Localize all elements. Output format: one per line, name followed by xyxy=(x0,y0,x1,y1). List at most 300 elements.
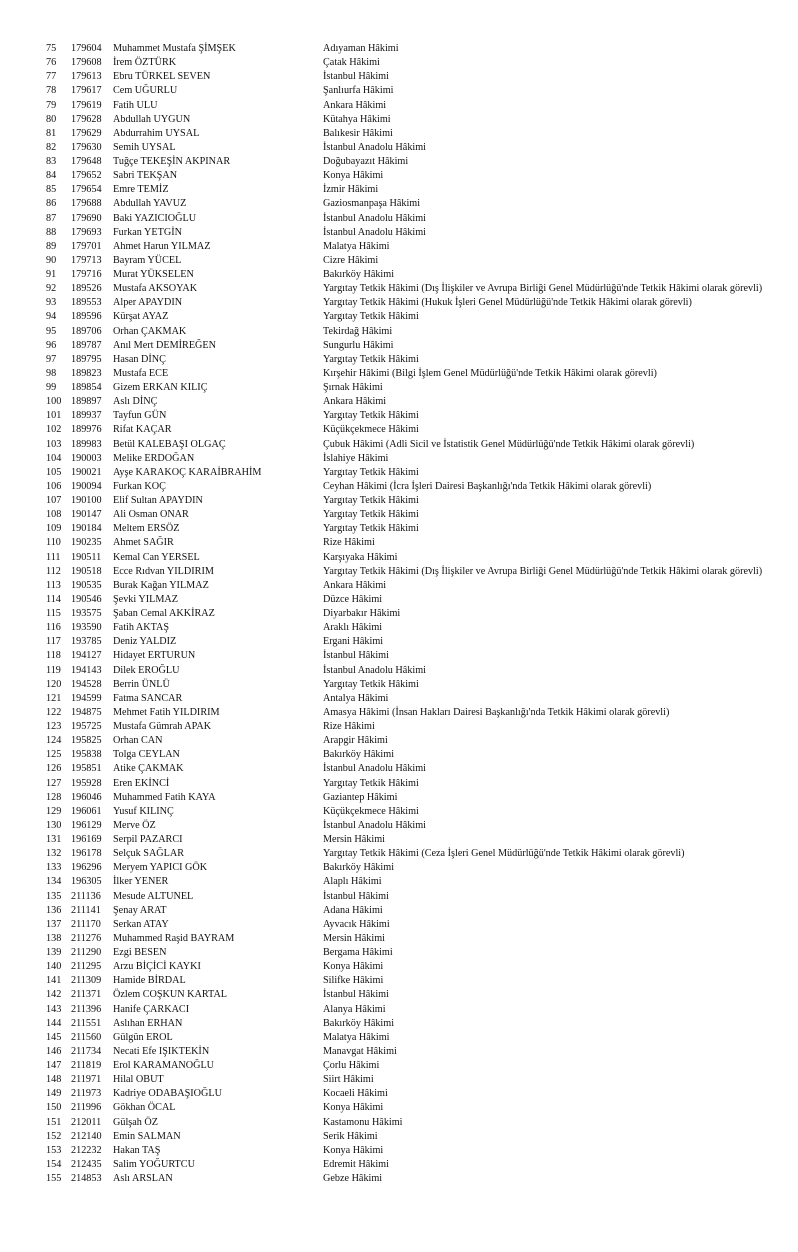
sicil-number: 211136 xyxy=(71,890,101,902)
judge-name: Elif Sultan APAYDIN xyxy=(113,495,203,506)
row-number: 141 xyxy=(46,975,62,987)
judge-position: Rize Hâkimi xyxy=(323,537,375,549)
row-number: 133 xyxy=(46,862,62,874)
judge-position: İzmir Hâkimi xyxy=(323,184,379,196)
row-number: 151 xyxy=(46,1116,62,1128)
judge-position: Yargıtay Tetkik Hâkimi xyxy=(323,410,419,422)
list-row xyxy=(0,1017,798,1031)
list-row xyxy=(0,649,798,663)
judge-name: Abdurrahim UYSAL xyxy=(113,127,200,139)
judge-name: Gülgün EROL xyxy=(113,1031,173,1043)
judge-name: İrem ÖZTÜRK xyxy=(113,57,177,69)
list-row xyxy=(0,664,798,678)
list-row xyxy=(0,847,798,861)
row-number: 115 xyxy=(46,608,61,619)
list-row xyxy=(0,791,798,805)
judge-position: Malatya Hâkimi xyxy=(323,240,390,252)
row-number: 146 xyxy=(46,1045,62,1057)
judge-name: Aslıhan ERHAN xyxy=(113,1017,183,1029)
list-row xyxy=(0,296,798,310)
judge-name: Abdullah UYGUN xyxy=(113,113,191,125)
sicil-number: 190184 xyxy=(71,523,102,535)
list-row xyxy=(0,635,798,649)
row-number: 113 xyxy=(46,579,61,591)
row-number: 107 xyxy=(46,495,62,506)
sicil-number: 189787 xyxy=(71,339,102,351)
row-number: 76 xyxy=(46,57,57,69)
row-number: 149 xyxy=(46,1088,62,1100)
list-row xyxy=(0,508,798,522)
sicil-number: 179619 xyxy=(71,99,102,111)
list-row xyxy=(0,678,798,692)
sicil-number: 195928 xyxy=(71,777,102,789)
judge-name: Selçuk SAĞLAR xyxy=(113,848,185,860)
judge-position: Yargıtay Tetkik Hâkimi xyxy=(323,777,419,789)
judge-position: Konya Hâkimi xyxy=(323,1144,384,1156)
sicil-number: 189983 xyxy=(71,438,102,450)
sicil-number: 195838 xyxy=(71,749,102,761)
sicil-number: 190518 xyxy=(71,565,102,577)
row-number: 80 xyxy=(46,113,57,125)
judge-position: Çubuk Hâkimi (Adli Sicil ve İstatistik Genel Müdürlüğü'nde Tetkik Hâkimi olarak görevli) xyxy=(323,438,695,450)
sicil-number: 211971 xyxy=(71,1074,102,1086)
list-row xyxy=(0,240,798,254)
judge-position: Serik Hâkimi xyxy=(323,1130,378,1142)
sicil-number: 212140 xyxy=(71,1130,102,1142)
list-row xyxy=(0,1172,798,1186)
judge-name: Ecce Rıdvan YILDIRIM xyxy=(113,565,214,577)
judge-name: Fatih ULU xyxy=(113,99,158,111)
judge-position: Ayvacık Hâkimi xyxy=(323,918,390,930)
list-row xyxy=(0,805,798,819)
judge-position: Adana Hâkimi xyxy=(323,904,383,916)
list-row xyxy=(0,960,798,974)
row-number: 138 xyxy=(46,932,62,944)
judge-name: Ali Osman ONAR xyxy=(113,509,189,521)
sicil-number: 179693 xyxy=(71,226,102,238)
sicil-number: 211560 xyxy=(71,1031,102,1043)
judge-name: Abdullah YAVUZ xyxy=(113,198,187,210)
judge-position: Bakırköy Hâkimi xyxy=(323,269,395,280)
sicil-number: 211141 xyxy=(71,904,101,916)
row-number: 109 xyxy=(46,523,62,535)
judge-position: Cizre Hâkimi xyxy=(323,254,379,266)
sicil-number: 189976 xyxy=(71,424,102,436)
sicil-number: 179713 xyxy=(71,254,102,266)
row-number: 131 xyxy=(46,834,62,845)
sicil-number: 179652 xyxy=(71,170,102,182)
judge-position: Konya Hâkimi xyxy=(323,1102,384,1114)
judge-position: Yargıtay Tetkik Hâkimi xyxy=(323,495,419,506)
judge-name: Orhan CAN xyxy=(113,735,163,747)
row-number: 97 xyxy=(46,353,57,365)
sicil-number: 211396 xyxy=(71,1003,102,1015)
judge-name: Hanife ÇARKACI xyxy=(113,1003,190,1015)
judge-name: Bayram YÜCEL xyxy=(113,254,182,266)
judge-position: İstanbul Anadolu Hâkimi xyxy=(323,141,426,153)
list-row xyxy=(0,494,798,508)
list-row xyxy=(0,56,798,70)
row-number: 123 xyxy=(46,721,62,732)
list-row xyxy=(0,353,798,367)
row-number: 155 xyxy=(46,1173,62,1184)
row-number: 129 xyxy=(46,805,62,817)
row-number: 110 xyxy=(46,537,61,549)
judge-position: Bakırköy Hâkimi xyxy=(323,749,395,761)
judge-position: İstanbul Anadolu Hâkimi xyxy=(323,763,426,775)
list-row xyxy=(0,1158,798,1172)
judge-name: Kadriye ODABAŞIOĞLU xyxy=(113,1088,222,1100)
judge-position: İstanbul Hâkimi xyxy=(323,71,389,83)
judge-name: Necati Efe IŞIKTEKİN xyxy=(113,1045,210,1057)
judge-name: Baki YAZICIOĞLU xyxy=(113,212,197,224)
row-number: 150 xyxy=(46,1102,62,1114)
judge-name: Hamide BİRDAL xyxy=(113,975,186,987)
row-number: 132 xyxy=(46,848,62,860)
judge-name: Tolga CEYLAN xyxy=(113,749,180,761)
judge-name: Merve ÖZ xyxy=(113,819,156,831)
list-row xyxy=(0,692,798,706)
list-row xyxy=(0,551,798,565)
judge-position: Gaziantep Hâkimi xyxy=(323,791,398,803)
judge-name: Melike ERDOĞAN xyxy=(113,452,195,464)
judge-name: Rifat KAÇAR xyxy=(113,424,172,436)
sicil-number: 194599 xyxy=(71,692,102,704)
judge-name: Sabri TEKŞAN xyxy=(113,170,178,182)
list-row xyxy=(0,339,798,353)
list-row xyxy=(0,720,798,734)
judge-name: Ahmet Harun YILMAZ xyxy=(113,240,211,252)
list-row xyxy=(0,409,798,423)
sicil-number: 179613 xyxy=(71,71,102,83)
sicil-number: 211973 xyxy=(71,1088,102,1100)
row-number: 81 xyxy=(46,127,57,139)
sicil-number: 194127 xyxy=(71,650,102,662)
list-row xyxy=(0,452,798,466)
judge-position: Küçükçekmece Hâkimi xyxy=(323,424,419,436)
sicil-number: 212232 xyxy=(71,1144,102,1156)
judge-position: Kastamonu Hâkimi xyxy=(323,1116,403,1128)
judge-name: Muhammed Fatih KAYA xyxy=(113,791,216,803)
judge-name: Kürşat AYAZ xyxy=(113,311,169,323)
sicil-number: 193785 xyxy=(71,636,102,648)
judge-position: Kırşehir Hâkimi (Bilgi İşlem Genel Müdürlüğü'nde Tetkik Hâkimi olarak görevli) xyxy=(323,367,657,379)
sicil-number: 189596 xyxy=(71,311,102,323)
judge-name: Muhammet Mustafa ŞİMŞEK xyxy=(113,43,236,54)
row-number: 96 xyxy=(46,339,57,351)
judge-position: Bakırköy Hâkimi xyxy=(323,862,395,874)
judge-name: Deniz YALDIZ xyxy=(113,636,177,648)
judge-name: Gökhan ÖCAL xyxy=(113,1102,176,1114)
sicil-number: 179716 xyxy=(71,269,102,280)
list-row xyxy=(0,310,798,324)
judge-position: Gaziosmanpaşa Hâkimi xyxy=(323,198,421,210)
row-number: 125 xyxy=(46,749,62,761)
judge-list xyxy=(0,42,798,1186)
judge-name: Kemal Can YERSEL xyxy=(113,551,200,563)
row-number: 128 xyxy=(46,791,62,803)
list-row xyxy=(0,706,798,720)
sicil-number: 194528 xyxy=(71,678,102,690)
list-row xyxy=(0,1059,798,1073)
judge-position: Çorlu Hâkimi xyxy=(323,1060,380,1071)
list-row xyxy=(0,70,798,84)
judge-position: Edremit Hâkimi xyxy=(323,1158,389,1170)
row-number: 82 xyxy=(46,141,57,153)
judge-position: İstanbul Hâkimi xyxy=(323,989,389,1001)
judge-name: Orhan ÇAKMAK xyxy=(113,325,187,337)
row-number: 89 xyxy=(46,240,57,252)
judge-position: Amasya Hâkimi (İnsan Hakları Dairesi Başkanlığı'nda Tetkik Hâkimi olarak görevli) xyxy=(323,706,670,718)
sicil-number: 189795 xyxy=(71,353,102,365)
judge-name: Ezgi BESEN xyxy=(113,947,167,958)
sicil-number: 211371 xyxy=(71,989,102,1001)
judge-name: Mustafa ECE xyxy=(113,367,169,379)
sicil-number: 190535 xyxy=(71,579,102,591)
row-number: 111 xyxy=(46,551,61,563)
row-number: 145 xyxy=(46,1031,62,1043)
list-row xyxy=(0,536,798,550)
list-row xyxy=(0,113,798,127)
row-number: 78 xyxy=(46,85,57,97)
judge-position: İslahiye Hâkimi xyxy=(323,452,389,464)
list-row xyxy=(0,904,798,918)
judge-name: Murat YÜKSELEN xyxy=(113,269,194,280)
judge-position: Yargıtay Tetkik Hâkimi xyxy=(323,311,419,323)
judge-position: Sungurlu Hâkimi xyxy=(323,339,394,351)
sicil-number: 196129 xyxy=(71,819,102,831)
judge-position: Manavgat Hâkimi xyxy=(323,1045,397,1057)
sicil-number: 179617 xyxy=(71,85,102,97)
list-row xyxy=(0,367,798,381)
sicil-number: 179630 xyxy=(71,141,102,153)
sicil-number: 189937 xyxy=(71,410,102,422)
row-number: 84 xyxy=(46,170,57,182)
judge-position: Balıkesir Hâkimi xyxy=(323,127,393,139)
judge-name: Gizem ERKAN KILIÇ xyxy=(113,382,208,393)
row-number: 130 xyxy=(46,819,62,831)
sicil-number: 189553 xyxy=(71,297,102,309)
list-row xyxy=(0,565,798,579)
row-number: 93 xyxy=(46,297,57,309)
judge-name: Eren EKİNCİ xyxy=(113,777,170,789)
row-number: 152 xyxy=(46,1130,62,1142)
row-number: 147 xyxy=(46,1060,62,1071)
judge-name: Hilal OBUT xyxy=(113,1074,164,1086)
sicil-number: 212435 xyxy=(71,1158,102,1170)
judge-name: Meryem YAPICI GÖK xyxy=(113,862,208,874)
judge-position: Şırnak Hâkimi xyxy=(323,382,383,393)
sicil-number: 189854 xyxy=(71,382,102,393)
sicil-number: 189823 xyxy=(71,367,102,379)
row-number: 143 xyxy=(46,1003,62,1015)
list-row xyxy=(0,1144,798,1158)
list-row xyxy=(0,169,798,183)
row-number: 91 xyxy=(46,269,57,280)
judge-position: Doğubayazıt Hâkimi xyxy=(323,156,409,167)
judge-position: Düzce Hâkimi xyxy=(323,593,383,605)
judge-position: Konya Hâkimi xyxy=(323,961,384,973)
sicil-number: 189526 xyxy=(71,283,102,295)
row-number: 144 xyxy=(46,1017,62,1029)
sicil-number: 190100 xyxy=(71,495,102,506)
judge-position: İstanbul Hâkimi xyxy=(323,650,389,662)
row-number: 79 xyxy=(46,99,57,111)
judge-name: İlker YENER xyxy=(113,876,169,888)
list-row xyxy=(0,875,798,889)
judge-name: Emin SALMAN xyxy=(113,1130,181,1142)
list-row xyxy=(0,833,798,847)
sicil-number: 190546 xyxy=(71,593,102,605)
judge-position: İstanbul Anadolu Hâkimi xyxy=(323,664,426,676)
list-row xyxy=(0,423,798,437)
sicil-number: 211309 xyxy=(71,975,102,987)
row-number: 104 xyxy=(46,452,62,464)
sicil-number: 179690 xyxy=(71,212,102,224)
judge-position: Yargıtay Tetkik Hâkimi xyxy=(323,466,419,478)
row-number: 112 xyxy=(46,565,61,577)
judge-position: Yargıtay Tetkik Hâkimi (Ceza İşleri Genel Müdürlüğü'nde Tetkik Hâkimi olarak görevli) xyxy=(323,848,685,860)
list-row xyxy=(0,1073,798,1087)
judge-position: Yargıtay Tetkik Hâkimi (Hukuk İşleri Genel Müdürlüğü'nde Tetkik Hâkimi olarak görevli) xyxy=(323,297,692,309)
list-row xyxy=(0,1101,798,1115)
list-row xyxy=(0,466,798,480)
list-row xyxy=(0,946,798,960)
list-row xyxy=(0,84,798,98)
row-number: 136 xyxy=(46,904,62,916)
judge-position: Karşıyaka Hâkimi xyxy=(323,551,398,563)
sicil-number: 196061 xyxy=(71,805,102,817)
row-number: 134 xyxy=(46,876,62,888)
judge-position: Bakırköy Hâkimi xyxy=(323,1017,395,1029)
list-row xyxy=(0,861,798,875)
judge-name: Mesude ALTUNEL xyxy=(113,890,194,902)
sicil-number: 211819 xyxy=(71,1060,102,1071)
judge-position: Bergama Hâkimi xyxy=(323,947,393,958)
judge-position: İstanbul Anadolu Hâkimi xyxy=(323,212,426,224)
sicil-number: 179688 xyxy=(71,198,102,210)
list-row xyxy=(0,381,798,395)
sicil-number: 179701 xyxy=(71,240,102,252)
row-number: 101 xyxy=(46,410,62,422)
row-number: 118 xyxy=(46,650,61,662)
sicil-number: 196305 xyxy=(71,876,102,888)
row-number: 102 xyxy=(46,424,62,436)
row-number: 140 xyxy=(46,961,62,973)
sicil-number: 190511 xyxy=(71,551,102,563)
row-number: 105 xyxy=(46,466,62,478)
sicil-number: 195725 xyxy=(71,721,102,732)
judge-position: Mersin Hâkimi xyxy=(323,932,385,944)
list-row xyxy=(0,183,798,197)
row-number: 92 xyxy=(46,283,57,295)
row-number: 135 xyxy=(46,890,62,902)
sicil-number: 193575 xyxy=(71,608,102,619)
list-row xyxy=(0,197,798,211)
judge-name: Alper APAYDIN xyxy=(113,297,183,309)
sicil-number: 189706 xyxy=(71,325,102,337)
list-row xyxy=(0,777,798,791)
row-number: 85 xyxy=(46,184,57,196)
row-number: 142 xyxy=(46,989,62,1001)
sicil-number: 190021 xyxy=(71,466,102,478)
judge-name: Hidayet ERTURUN xyxy=(113,650,196,662)
list-row xyxy=(0,522,798,536)
row-number: 154 xyxy=(46,1158,62,1170)
list-row xyxy=(0,127,798,141)
row-number: 148 xyxy=(46,1074,62,1086)
judge-position: Çatak Hâkimi xyxy=(323,57,380,69)
sicil-number: 211170 xyxy=(71,918,101,930)
judge-position: Yargıtay Tetkik Hâkimi (Dış İlişkiler ve Avrupa Birliği Genel Müdürlüğü'nde Tetkik Hâkimi olarak görevli) xyxy=(323,565,763,577)
judge-name: Anıl Mert DEMİREĞEN xyxy=(113,339,216,351)
judge-name: Furkan YETGİN xyxy=(113,226,182,238)
list-row xyxy=(0,99,798,113)
judge-name: Emre TEMİZ xyxy=(113,184,169,196)
judge-name: Mustafa Gümrah APAK xyxy=(113,721,212,732)
sicil-number: 195825 xyxy=(71,735,102,747)
sicil-number: 211295 xyxy=(71,961,102,973)
row-number: 137 xyxy=(46,918,62,930)
row-number: 127 xyxy=(46,777,62,789)
sicil-number: 179629 xyxy=(71,127,102,139)
sicil-number: 196296 xyxy=(71,862,102,874)
judge-position: Antalya Hâkimi xyxy=(323,692,389,704)
sicil-number: 190003 xyxy=(71,452,102,464)
sicil-number: 179628 xyxy=(71,113,102,125)
judge-position: Kocaeli Hâkimi xyxy=(323,1088,388,1100)
judge-position: Gebze Hâkimi xyxy=(323,1173,383,1184)
judge-position: Ankara Hâkimi xyxy=(323,579,387,591)
row-number: 99 xyxy=(46,382,57,393)
judge-position: Arapgir Hâkimi xyxy=(323,735,388,747)
list-row xyxy=(0,1031,798,1045)
sicil-number: 194143 xyxy=(71,664,102,676)
row-number: 114 xyxy=(46,593,61,605)
row-number: 94 xyxy=(46,311,57,323)
judge-position: Tekirdağ Hâkimi xyxy=(323,325,393,337)
row-number: 121 xyxy=(46,692,62,704)
row-number: 126 xyxy=(46,763,62,775)
sicil-number: 189897 xyxy=(71,396,102,408)
judge-name: Serpil PAZARCI xyxy=(113,834,183,845)
judge-position: Malatya Hâkimi xyxy=(323,1031,390,1043)
judge-name: Dilek EROĞLU xyxy=(113,664,180,676)
row-number: 116 xyxy=(46,622,61,634)
row-number: 153 xyxy=(46,1144,62,1156)
list-row xyxy=(0,890,798,904)
list-row xyxy=(0,1116,798,1130)
sicil-number: 190094 xyxy=(71,480,102,492)
list-row xyxy=(0,1003,798,1017)
judge-name: Hasan DİNÇ xyxy=(113,353,166,365)
judge-name: Mustafa AKSOYAK xyxy=(113,283,198,295)
judge-position: Alanya Hâkimi xyxy=(323,1003,386,1015)
list-row xyxy=(0,579,798,593)
judge-position: İstanbul Anadolu Hâkimi xyxy=(323,226,426,238)
judge-position: İstanbul Anadolu Hâkimi xyxy=(323,819,426,831)
judge-position: Yargıtay Tetkik Hâkimi xyxy=(323,523,419,535)
list-row xyxy=(0,988,798,1002)
judge-name: Yusuf KILINÇ xyxy=(113,805,174,817)
list-row xyxy=(0,254,798,268)
judge-name: Fatma SANCAR xyxy=(113,692,183,704)
judge-name: Meltem ERSÖZ xyxy=(113,523,180,535)
judge-position: Diyarbakır Hâkimi xyxy=(323,608,401,619)
judge-name: Şaban Cemal AKKİRAZ xyxy=(113,608,215,619)
list-row xyxy=(0,974,798,988)
row-number: 90 xyxy=(46,254,57,266)
